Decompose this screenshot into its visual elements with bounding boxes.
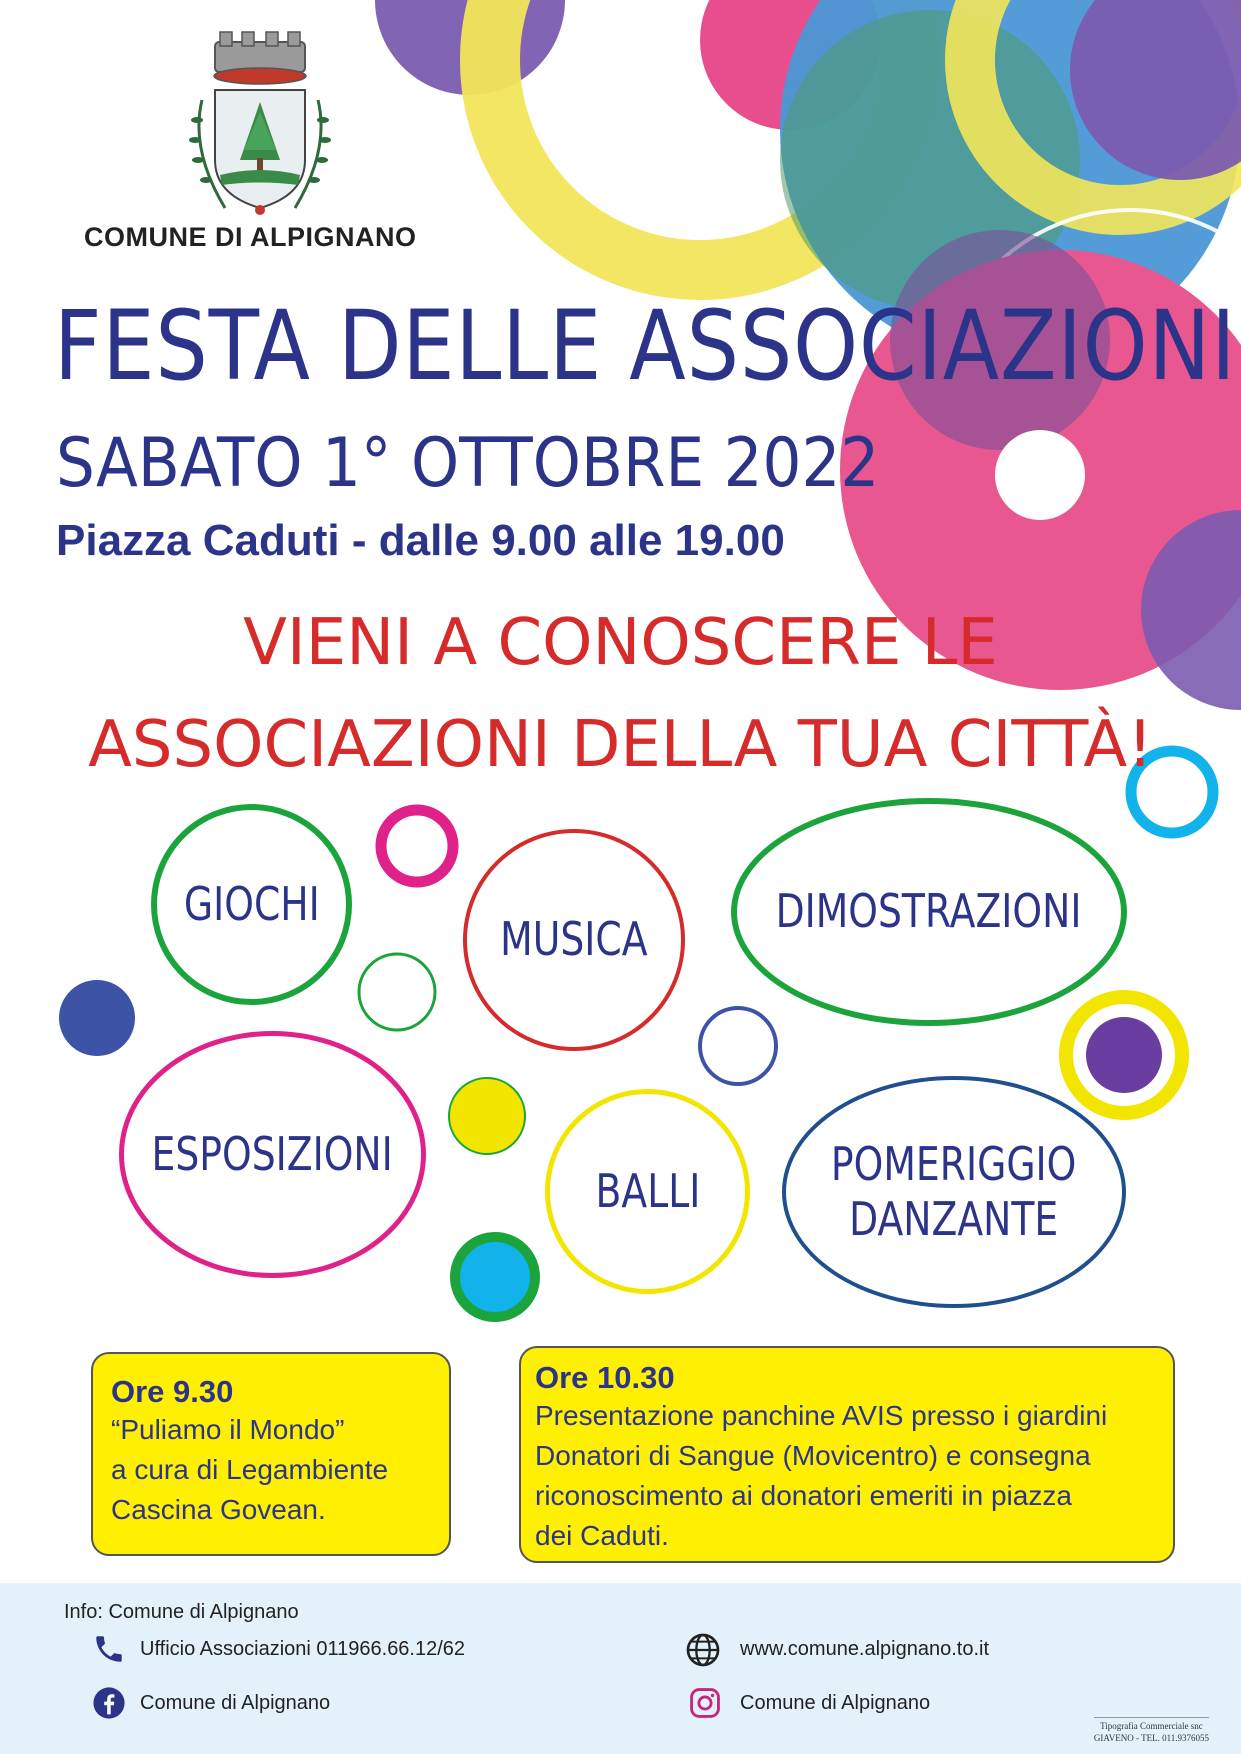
activity-bubble-pomeriggio-danzante	[782, 1076, 1126, 1308]
activity-label: ESPOSIZIONI	[151, 1126, 394, 1181]
schedule-line: riconoscimento ai donatori emeriti in piazza	[535, 1480, 1072, 1511]
activity-label: GIOCHI	[183, 876, 320, 931]
schedule-time: Ore 10.30	[535, 1360, 675, 1395]
deco-green-thin-ring	[359, 954, 435, 1030]
activity-label-line-2: DANZANTE	[849, 1192, 1059, 1246]
deco-green-ring-blue-dot	[455, 1237, 535, 1317]
globe-icon	[683, 1630, 723, 1670]
event-place-time: Piazza Caduti - dalle 9.00 alle 19.00	[56, 516, 785, 565]
deco-magenta-ring	[381, 810, 453, 882]
footer-instagram[interactable]: Comune di Alpignano	[740, 1692, 931, 1714]
coat-of-arms-icon	[180, 30, 340, 220]
schedule-time: Ore 9.30	[111, 1374, 234, 1409]
footer-facebook[interactable]: Comune di Alpignano	[140, 1692, 331, 1714]
schedule-line: Presentazione panchine AVIS presso i giardini	[535, 1400, 1108, 1431]
printer-contact: GIAVENO - TEL. 011.9376055	[1093, 1733, 1209, 1743]
event-date: SABATO 1° OTTOBRE 2022	[56, 424, 880, 503]
schedule-line: Cascina Govean.	[111, 1494, 326, 1525]
printer-credit	[1094, 1717, 1209, 1744]
schedule-box-morning	[91, 1352, 451, 1556]
schedule-line: Donatori di Sangue (Movicentro) e consegna	[535, 1440, 1091, 1471]
footer-info: Info: Comune di Alpignano	[64, 1601, 299, 1623]
footer-phone[interactable]: Ufficio Associazioni 011966.66.12/62	[140, 1638, 466, 1660]
activity-bubble-musica	[463, 829, 685, 1051]
phone-icon	[92, 1632, 126, 1666]
activity-label	[831, 1137, 1076, 1247]
slogan-line-2: ASSOCIAZIONI DELLA TUA CITTÀ!	[88, 708, 1153, 782]
deco-navy-dot	[59, 980, 135, 1056]
activity-bubble-dimostrazioni	[731, 798, 1127, 1026]
schedule-box-late-morning	[519, 1346, 1175, 1563]
municipality-name: COMUNE DI ALPIGNANO	[84, 222, 417, 252]
activity-label-line-1: POMERIGGIO	[831, 1136, 1077, 1191]
slogan-line-1: VIENI A CONOSCERE LE	[243, 606, 998, 680]
schedule-line: “Puliamo il Mondo”	[111, 1414, 345, 1445]
deco-yellow-dot	[449, 1078, 525, 1154]
activity-label: DIMOSTRAZIONI	[776, 884, 1082, 939]
facebook-icon	[92, 1686, 126, 1720]
instagram-icon	[688, 1686, 722, 1720]
deco-white-dot	[995, 430, 1085, 520]
footer-website[interactable]: www.comune.alpignano.to.it	[740, 1638, 990, 1660]
printer-name: Tipografia Commerciale snc	[1100, 1721, 1203, 1731]
activity-bubble-giochi	[151, 804, 352, 1005]
deco-navy-ring	[700, 1008, 776, 1084]
schedule-line: a cura di Legambiente	[111, 1454, 389, 1485]
activity-bubble-esposizioni	[119, 1031, 426, 1278]
activity-label: MUSICA	[500, 912, 648, 967]
schedule-line: dei Caduti.	[535, 1520, 669, 1551]
deco-purple-dot	[1086, 1017, 1162, 1093]
activity-bubble-balli	[545, 1089, 750, 1294]
event-title: FESTA DELLE ASSOCIAZIONI	[54, 290, 1237, 402]
activity-label: BALLI	[595, 1163, 700, 1218]
